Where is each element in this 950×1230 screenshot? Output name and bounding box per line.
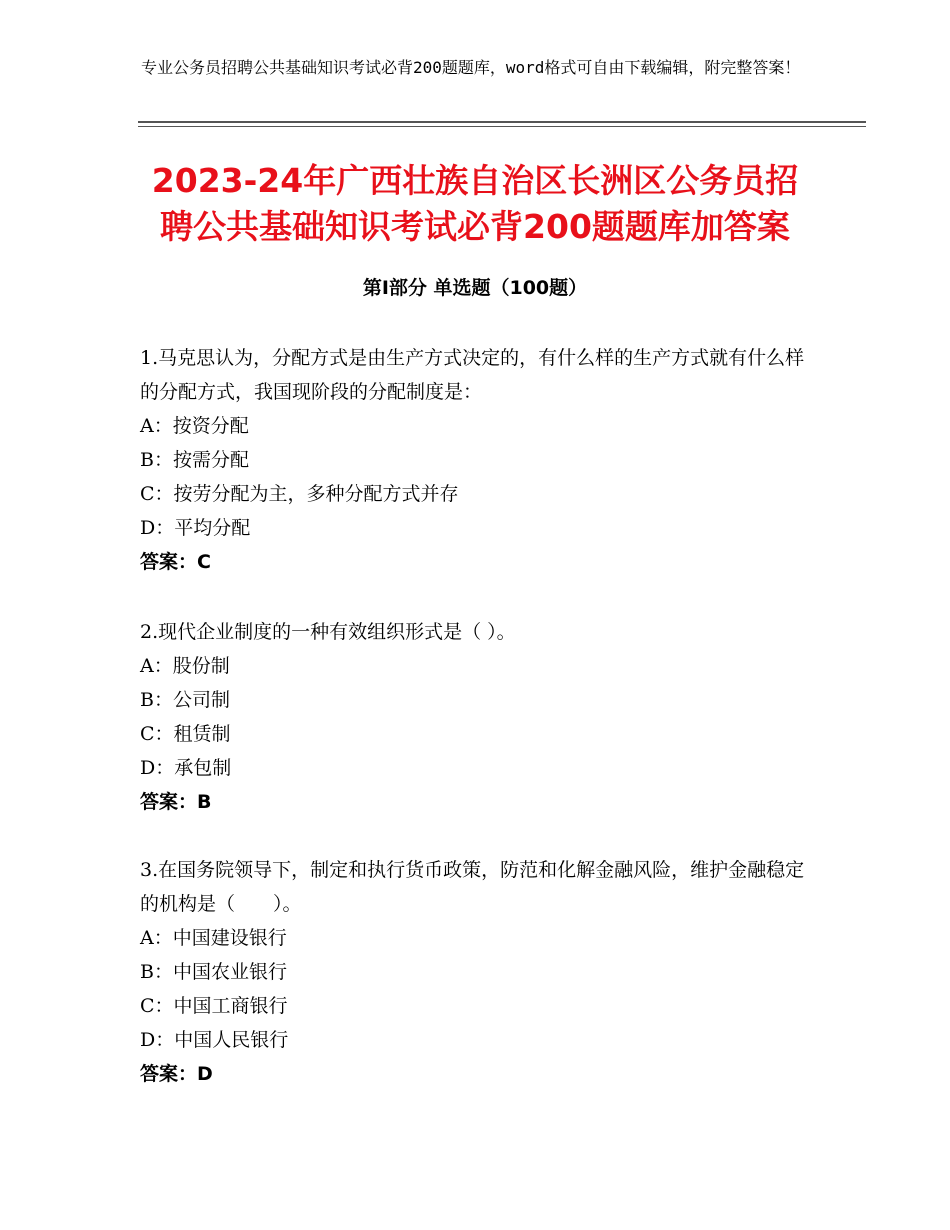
option-b: B：中国农业银行 — [140, 961, 287, 983]
answer: 答案：B — [140, 791, 212, 813]
option-b: B：公司制 — [140, 689, 230, 711]
question-2 — [140, 615, 808, 819]
option-d: D：平均分配 — [140, 517, 251, 539]
option-a: A：按资分配 — [140, 415, 249, 437]
question-1 — [140, 341, 808, 579]
header-rule-thick — [138, 121, 866, 123]
option-d: D：承包制 — [140, 757, 232, 779]
title-line-2: 聘公共基础知识考试必背200题题库加答案 — [160, 207, 790, 246]
option-a: A：中国建设银行 — [140, 927, 287, 949]
question-stem: 2.现代企业制度的一种有效组织形式是（ ）。 — [140, 621, 516, 643]
option-c: C：租赁制 — [140, 723, 231, 745]
question-3 — [140, 853, 808, 1091]
header-rule-thin — [138, 126, 866, 127]
option-c: C：按劳分配为主，多种分配方式并存 — [140, 483, 459, 505]
option-b: B：按需分配 — [140, 449, 249, 471]
document-title — [120, 158, 830, 250]
question-stem: 3.在国务院领导下，制定和执行货币政策，防范和化解金融风险，维护金融稳定的机构是（ ）。 — [140, 859, 805, 915]
header-note: 专业公务员招聘公共基础知识考试必背200题题库，word格式可自由下载编辑，附完整答案！ — [141, 58, 801, 77]
option-d: D：中国人民银行 — [140, 1029, 289, 1051]
option-a: A：股份制 — [140, 655, 230, 677]
section-heading: 第Ⅰ部分 单选题（100题） — [362, 277, 588, 299]
answer: 答案：C — [140, 551, 211, 573]
answer: 答案：D — [140, 1063, 213, 1085]
title-line-1: 2023-24年广西壮族自治区长洲区公务员招 — [151, 161, 799, 200]
question-stem: 1.马克思认为，分配方式是由生产方式决定的，有什么样的生产方式就有什么样的分配方式，我国现阶段的分配制度是： — [140, 347, 805, 403]
option-c: C：中国工商银行 — [140, 995, 288, 1017]
